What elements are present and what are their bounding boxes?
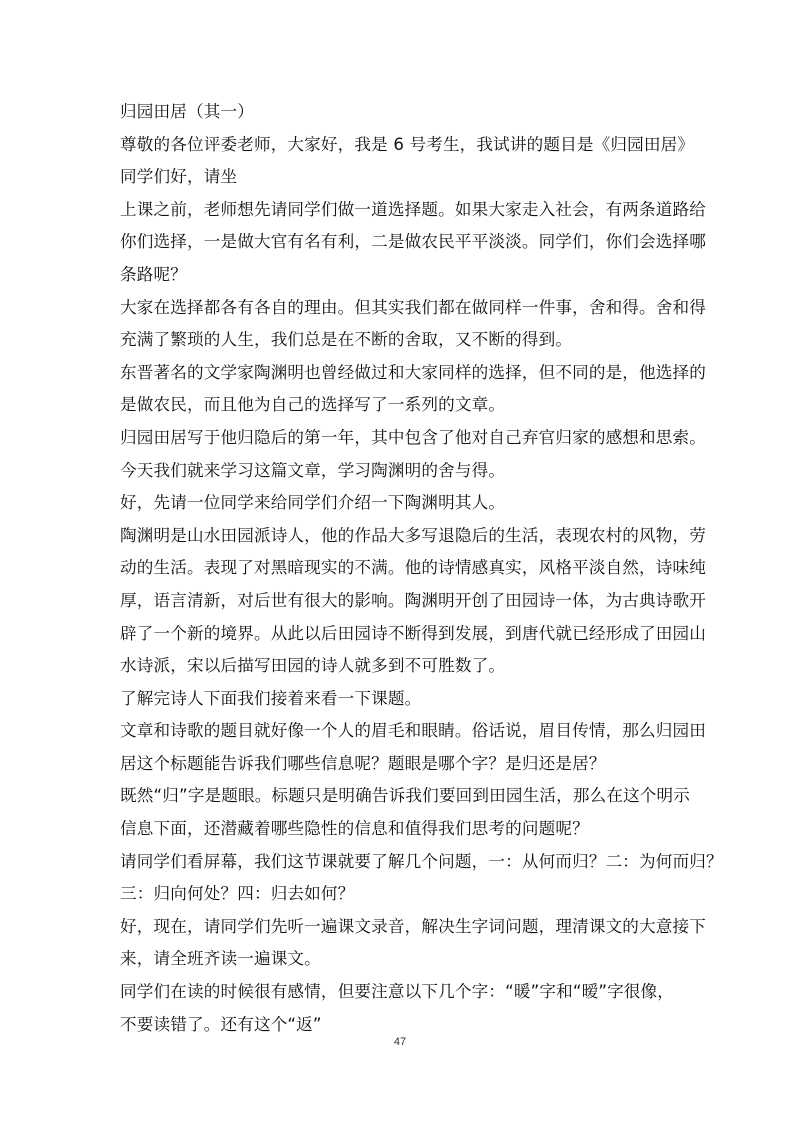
text-line: 厚，语言清新，对后世有很大的影响。陶渊明开创了田园诗一体，为古典诗歌开: [120, 590, 707, 610]
text-line: 水诗派，宋以后描写田园的诗人就多到不可胜数了。: [120, 656, 506, 676]
text-line: 好，现在，请同学们先听一遍课文录音，解决生字词问题，理清课文的大意接下: [120, 916, 707, 936]
text-line: 三：归向何处？四：归去如何？: [120, 884, 355, 904]
text-line: 是做农民，而且他为自己的选择写了一系列的文章。: [120, 395, 506, 415]
text-line: 既然“归”字是题眼。标题只是明确告诉我们要回到田园生活，那么在这个明示: [120, 786, 691, 806]
text-line: 同学们好，请坐: [120, 167, 238, 187]
text-line: 充满了繁琐的人生，我们总是在不断的舍取，又不断的得到。: [120, 330, 573, 350]
text-line: 来，请全班齐读一遍课文。: [120, 949, 321, 969]
text-line: 陶渊明是山水田园派诗人，他的作品大多写退隐后的生活，表现农村的风物，劳: [120, 525, 707, 545]
text-line: 了解完诗人下面我们接着来看一下课题。: [120, 688, 422, 708]
text-line: 文章和诗歌的题目就好像一个人的眉毛和眼睛。俗话说，眉目传情，那么归园田: [120, 721, 707, 741]
text-line: 尊敬的各位评委老师，大家好，我是 6 号考生，我试讲的题目是《归园田居》: [120, 134, 695, 154]
text-line: 东晋著名的文学家陶渊明也曾经做过和大家同样的选择，但不同的是，他选择的: [120, 362, 707, 382]
text-line: 今天我们就来学习这篇文章，学习陶渊明的舍与得。: [120, 460, 506, 480]
text-line: 信息下面，还潜藏着哪些隐性的信息和值得我们思考的问题呢？: [120, 819, 589, 839]
text-line: 不要读错了。还有这个“返”: [120, 1014, 322, 1034]
document-body: [120, 96, 723, 1041]
text-line: 上课之前，老师想先请同学们做一道选择题。如果大家走入社会，有两条道路给: [120, 199, 707, 219]
text-line: 好，先请一位同学来给同学们介绍一下陶渊明其人。: [120, 493, 506, 513]
text-line: 条路呢？: [120, 264, 187, 284]
page-number: 47: [393, 1036, 407, 1048]
text-line: 你们选择，一是做大官有名有利，二是做农民平平淡淡。同学们，你们会选择哪: [120, 232, 707, 252]
text-line: 请同学们看屏幕，我们这节课就要了解几个问题，一：从何而归？二：为何而归？: [120, 851, 723, 871]
document-title: 归园田居（其一）: [120, 102, 254, 121]
text-line: 辟了一个新的境界。从此以后田园诗不断得到发展，到唐代就已经形成了田园山: [120, 623, 707, 643]
text-line: 归园田居写于他归隐后的第一年，其中包含了他对自己弃官归家的感想和思索。: [120, 427, 707, 447]
text-line: 居这个标题能告诉我们哪些信息呢？题眼是哪个字？是归还是居？: [120, 753, 606, 773]
text-line: 大家在选择都各有各自的理由。但其实我们都在做同样一件事，舍和得。舍和得: [120, 297, 707, 317]
text-line: 动的生活。表现了对黑暗现实的不满。他的诗情感真实，风格平淡自然，诗味纯: [120, 558, 707, 578]
text-line: 同学们在读的时候很有感情，但要注意以下几个字：“暖”字和“暧”字很像，: [120, 982, 675, 1002]
